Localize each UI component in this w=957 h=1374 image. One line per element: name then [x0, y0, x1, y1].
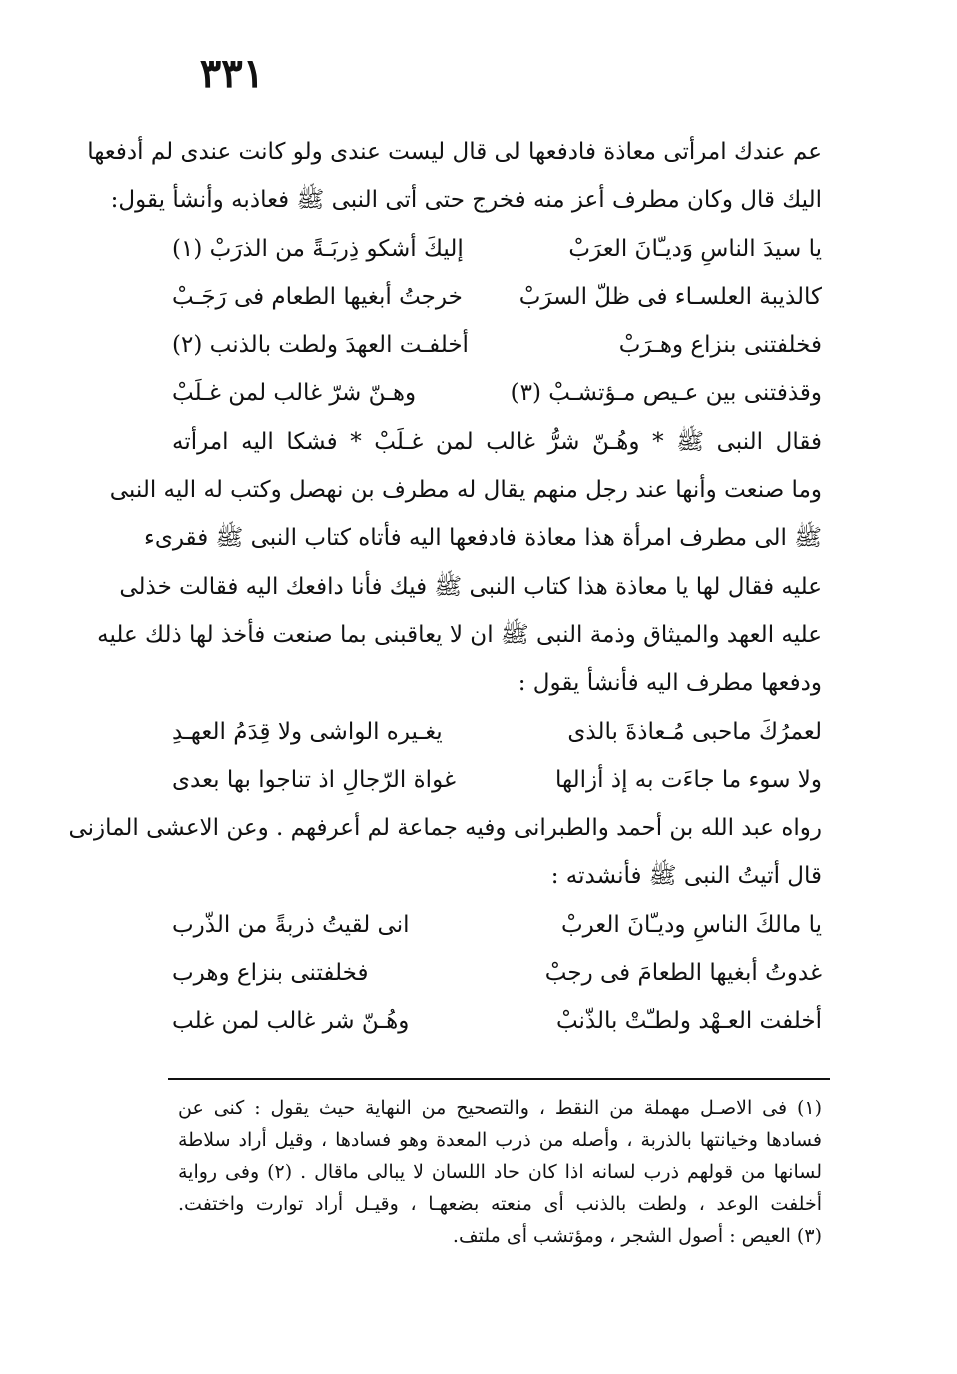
verse-second-hemistich: وهُـنّ شر غالب لمن غلب [172, 1008, 410, 1035]
poem-verse [172, 708, 822, 756]
verse-first-hemistich: أخلفت العـهْد ولطـّتْ بالذّنبْ [555, 1008, 822, 1035]
text-line: رواه عبد الله بن أحمد والطبرانى وفيه جماعة لم أعرفهم . وعن الاعشى المازنى [68, 815, 822, 842]
poem-verse [172, 756, 822, 804]
verse-first-hemistich: ولا سوء ما جاءَت به إذ أزالها [555, 766, 822, 793]
verse-second-hemistich: خرجتُ أبغيها الطعام فى رَجَـبْ [172, 283, 463, 310]
poem-verse [172, 901, 822, 949]
verse-second-hemistich: انى لقيتُ ذربةً من الذّرب [172, 911, 410, 938]
footnote-line: لسانها من قولهم ذرب لسانه اذا كان حاد اللسان لا يبالى ماقال . (٢) وفى رواية [178, 1161, 822, 1183]
text-line: عم عندك امرأتى معاذة فادفعها لى قال ليست عندى ولو كانت عندى لم أدفعها [87, 139, 822, 165]
verse-first-hemistich: غدوتُ أبغيها الطعامَ فى رجبْ [544, 960, 822, 987]
footnote-line: (١) فى الاصـل مهملة من النقط ، والتصحيح من النهاية حيث يقول : كنى عن [178, 1097, 822, 1119]
verse-first-hemistich: فخلفتنى بنزاع وهـرَبْ [618, 332, 822, 359]
poem-verse [172, 949, 822, 997]
verse-second-hemistich: يغـيره الواشى ولا قِدَمُ العهـدِ [172, 718, 443, 745]
verse-first-hemistich: يا مالكَ الناسِ وديـّانَ العربْ [560, 911, 822, 938]
verse-second-hemistich: إليكَ أشكو ذِربَـةً من الذرَبْ (١) [172, 235, 464, 262]
verse-first-hemistich: يا سيدَ الناسِ وَديـّانَ العرَبْ [568, 235, 822, 262]
text-line: فقال النبى ﷺ * وهُـنّ شرُّ غالب لمن غـلَبْ * فشكا اليه امرأته [172, 428, 822, 455]
footnote-line: أخلفت الوعد ، ولطت بالذنب أى منعته بضعهـا ، وقيـل أراد توارت واختفت. [178, 1193, 822, 1215]
verse-second-hemistich: وهـنّ شرّ غالب لمن غـلَبْ [172, 380, 417, 407]
footnote-line: (٣) العيص : أصول الشجر ، ومؤتشب أى ملتف. [452, 1225, 822, 1247]
text-line: ودفعها مطرف اليه فأنشأ يقول : [517, 670, 822, 697]
poem-verse [172, 321, 822, 369]
verse-second-hemistich: أخلفـت العهدَ ولطت بالذنب (٢) [172, 332, 469, 359]
text-line: عليه العهد والميثاق وذمة النبى ﷺ ان لا يعاقبنى بما صنعت فأخذ لها ذلك عليه [97, 621, 822, 648]
text-line: وما صنعت وأنها عند رجل منهم يقال له مطرف بن نهصل وكتب له اليه النبى [109, 477, 822, 504]
footnote-divider [168, 1078, 830, 1080]
text-line: ﷺ الى مطرف امرأة هذا معاذة فادفعها اليه فأتاه كتاب النبى ﷺ فقرىء [144, 525, 822, 552]
text-line: عليه فقال لها يا معاذة هذا كتاب النبى ﷺ فيك فأنا دافعك اليه فقالت خذلى [119, 573, 822, 600]
verse-second-hemistich: فخلفتنى بنزاع وهرب [172, 960, 369, 987]
page-number: ٣٣١ [199, 50, 265, 97]
text-line: اليك قال وكان مطرف أعز منه فخرج حتى أتى النبى ﷺ فعاذبه وأنشأ يقول: [110, 187, 822, 214]
verse-second-hemistich: غواة الرّجالِ اذ تناجوا بها بعدى [172, 766, 456, 793]
verse-first-hemistich: وقذفتنى بين عـيص مـؤتشـبْ (٣) [510, 380, 822, 407]
verse-first-hemistich: لعمرُكَ ماحبى مُـعاذةَ بالذى [567, 718, 822, 745]
text-line: قال أتيتُ النبى ﷺ فأنشدته : [550, 863, 822, 890]
footnote-line: فسادها وخيانتها بالذربة ، وأصله من ذرب المعدة وهو فسادها ، وقيل أراد سلاطة [178, 1129, 822, 1151]
poem-verse [172, 273, 822, 321]
main-text [68, 128, 822, 1046]
poem-verse [172, 225, 822, 273]
verse-first-hemistich: كالذيبة العلسـاء فى ظلّ السرَبْ [518, 283, 822, 310]
poem-verse [172, 369, 822, 417]
poem-verse [172, 997, 822, 1045]
footnotes [178, 1092, 822, 1252]
